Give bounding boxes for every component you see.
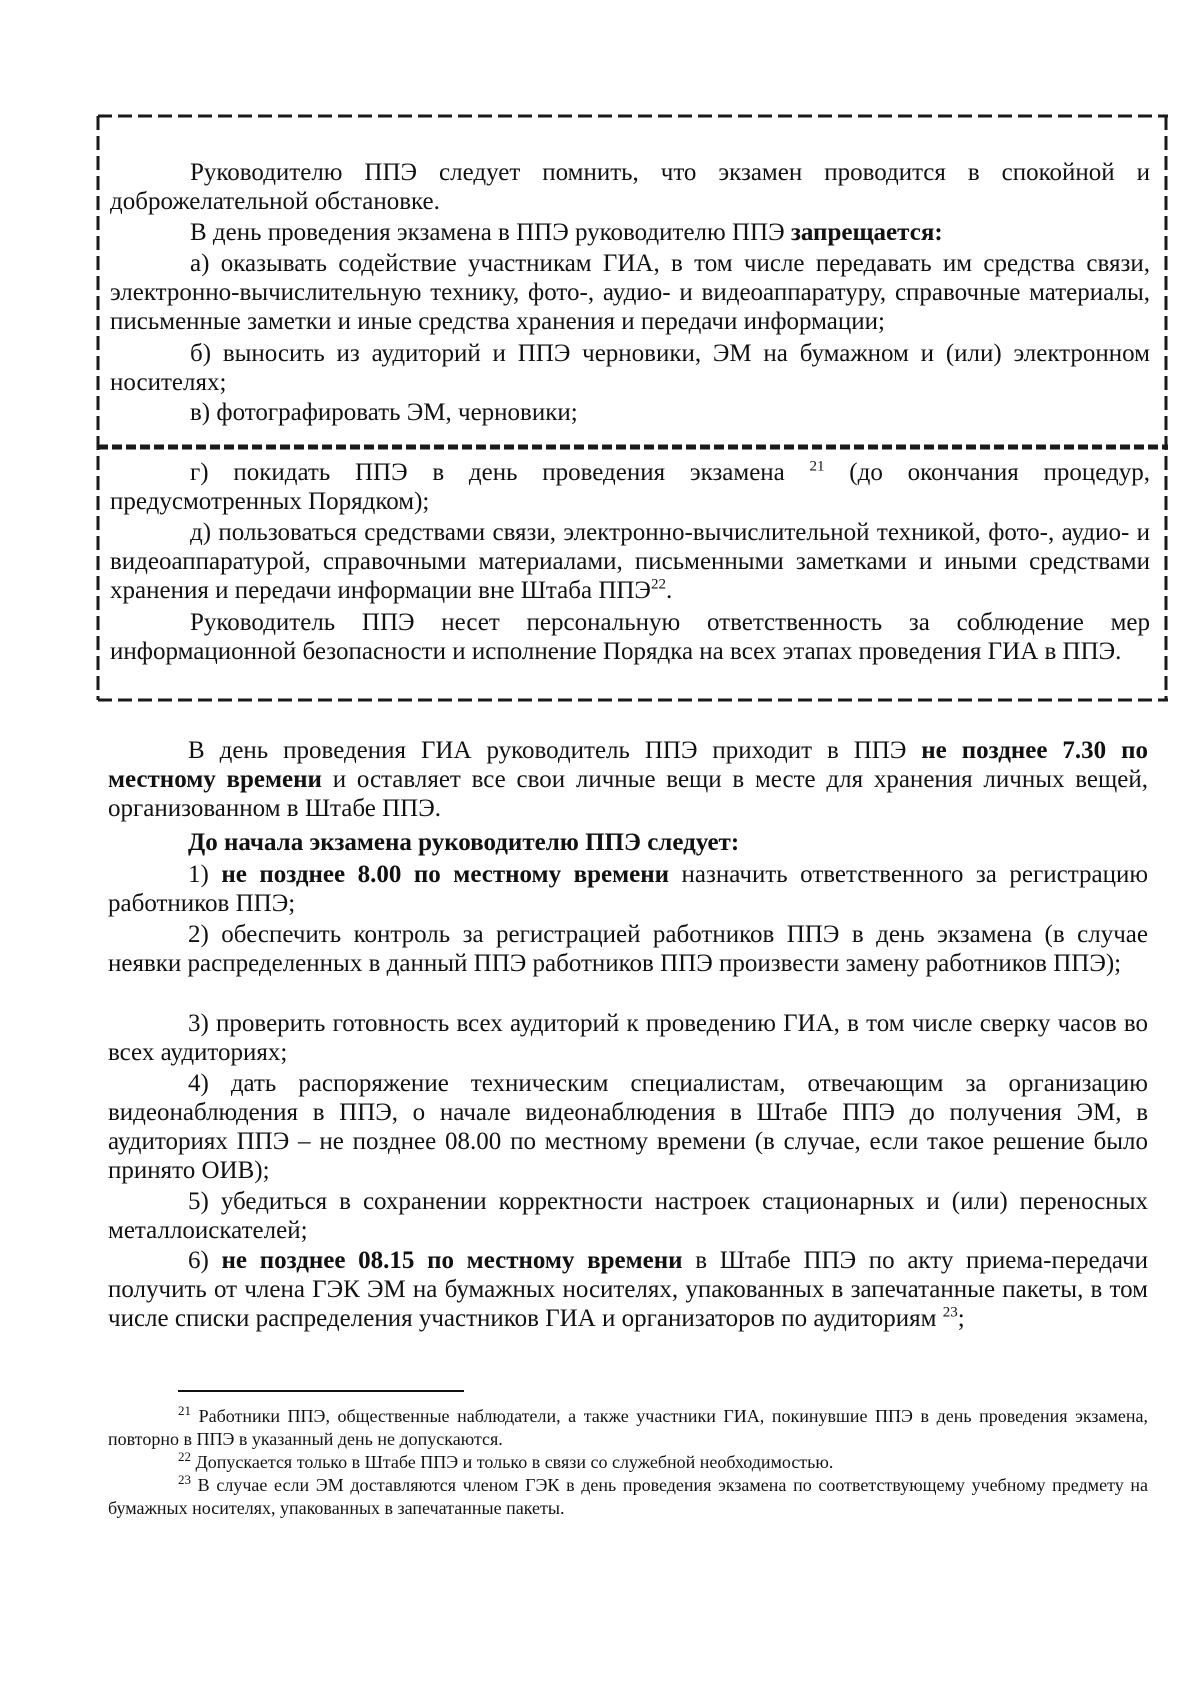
step-1-num: 1) [188,861,222,888]
section-heading-bold: До начала экзамена руководителю ППЭ следует: [188,829,740,856]
prohibited-intro-text: В день проведения экзамена в ППЭ руководителю ППЭ [190,219,791,246]
footnote-22-number: 22 [178,1449,191,1464]
step-6-end: ; [957,1305,965,1332]
footnote-23-number: 23 [178,1472,191,1487]
step-1-bold: не позднее 8.00 по местному времени [221,861,670,888]
intro-text-end: и оставляет все свои личные вещи в месте для хранения личных вещей, организованном в Штабе ППЭ. [108,766,1148,822]
footnote-23-text: В случае если ЭМ доставляются членом ГЭК в день проведения экзамена по соответствующему учебному предмету на бумажных носителях, упакованных в запечатанные пакеты. [108,1475,1148,1518]
intro-paragraph [108,736,1148,823]
footnote-22-text: Допускается только в Штабе ППЭ и только в связи со служебной необходимостью. [191,1452,834,1472]
box-paragraph-prohibited [110,218,1150,247]
footnote-21 [108,1405,1148,1451]
step-1-text: назначить ответственного за регистрацию работников ППЭ; [108,861,1148,917]
box-paragraph-1: Руководителю ППЭ следует помнить, что экзамен проводится в спокойной и доброжелательной обстановке. [110,159,1150,215]
intro-bold: не позднее 7.30 по местному времени [108,737,1148,793]
step-6-num: 6) [188,1247,222,1274]
step-1 [108,860,1148,918]
step-6-bold: не позднее 08.15 по местному времени [221,1247,683,1274]
footnote-22 [108,1451,1148,1474]
step-2: 2) обеспечить контроль за регистрацией работников ППЭ в день экзамена (в случае неявки распределенных в данный ППЭ работников ППЭ произвести замену работников ППЭ); [108,921,1148,977]
section-heading [108,828,1148,857]
box-item-a: а) оказывать содействие участникам ГИА, в том числе передавать им средства связи, электронно-вычислительную технику, фото-, аудио- и видеоаппаратуру, справочные материалы, письменные заметки и иные средства хранения и передачи информации; [110,250,1150,335]
box-item-g [110,458,1150,516]
box-item-d [110,518,1150,605]
footnote-21-text: Работники ППЭ, общественные наблюдатели, а также участники ГИА, покинувшие ППЭ в день проведения экзамена, повторно в ППЭ в указанный день не допускаются. [108,1406,1148,1449]
footnote-ref-22: 22 [650,576,666,593]
box-item-v: в) фотографировать ЭМ, черновики; [190,399,578,426]
item-g-text: г) покидать ППЭ в день проведения экзамена [190,459,810,486]
step-6-text: в Штабе ППЭ по акту приема-передачи получить от члена ГЭК ЭМ на бумажных носителях, упакованных в запечатанные пакеты, в том числе списки распределения участников ГИА и организаторов по аудиториям [108,1247,1148,1332]
step-4: 4) дать распоряжение техническим специалистам, отвечающим за организацию видеонаблюдения в ППЭ, о начале видеонаблюдения в Штабе ППЭ до получения ЭМ, в аудиториях ППЭ – не позднее 08.00 по местному времени (в случае, если такое решение было принято ОИВ); [108,1070,1148,1184]
step-5: 5) убедиться в сохранении корректности настроек стационарных и (или) переносных металлоискателей; [108,1188,1148,1244]
intro-text: В день проведения ГИА руководитель ППЭ приходит в ППЭ [188,737,922,764]
footnote-23 [108,1474,1148,1520]
item-d-text: д) пользоваться средствами связи, электронно-вычислительной техникой, фото-, аудио- и видеоаппаратурой, справочными материалами, письменными заметками и иными средствами хранения и передачи информации вне Штаба ППЭ [110,519,1150,604]
footnote-ref-21: 21 [809,458,825,475]
footnote-21-number: 21 [178,1403,191,1418]
prohibited-bold: запрещается: [790,219,943,246]
box-responsibility: Руководитель ППЭ несет персональную ответственность за соблюдение мер информационной безопасности и исполнение Порядка на всех этапах проведения ГИА в ППЭ. [110,609,1150,665]
box-item-b: б) выносить из аудиторий и ППЭ черновики, ЭМ на бумажном и (или) электронном носителях; [110,340,1150,396]
step-6 [108,1246,1148,1333]
item-d-text-end: . [665,577,673,604]
item-g-text-end: (до окончания процедур, предусмотренных Порядком); [110,459,1150,515]
step-3: 3) проверить готовность всех аудиторий к проведению ГИА, в том числе сверку часов во всех аудиториях; [108,1010,1148,1066]
footnote-separator [178,1390,464,1392]
footnote-ref-23: 23 [942,1304,958,1321]
